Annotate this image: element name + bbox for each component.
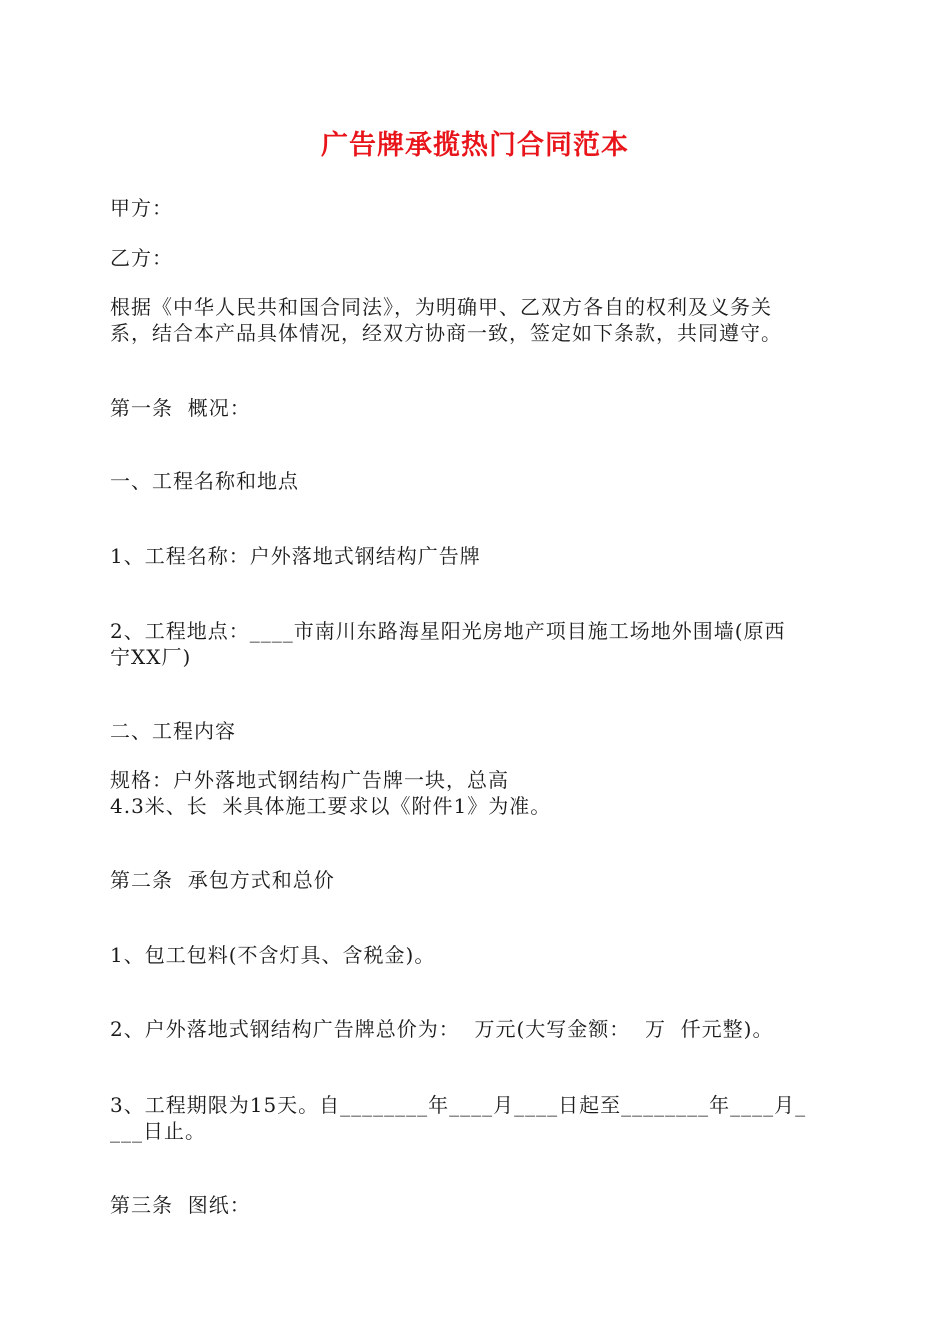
section-2-heading: 二、工程内容 — [110, 719, 236, 743]
section-1-heading: 一、工程名称和地点 — [110, 469, 299, 493]
preamble-line-2: 系，结合本产品具体情况，经双方协商一致，签定如下条款，共同遵守。 — [110, 321, 782, 345]
item-2-3-line-1: 3、工程期限为15天。自________年____月____日起至________年____月_ — [110, 1093, 807, 1117]
party-b-line: 乙方： — [110, 246, 173, 270]
article-3-heading: 第三条 图纸： — [110, 1193, 251, 1217]
article-1-heading: 第一条 概况： — [110, 396, 251, 420]
item-1-2-line-2: 宁XX厂) — [110, 645, 192, 669]
spec-line-1: 规格：户外落地式钢结构广告牌一块，总高 — [110, 768, 509, 792]
item-1-1: 1、工程名称：户外落地式钢结构广告牌 — [110, 544, 481, 568]
item-2-2: 2、户外落地式钢结构广告牌总价为： 万元(大写金额： 万 仟元整)。 — [110, 1017, 774, 1041]
item-1-2-line-1: 2、工程地点：____市南川东路海星阳光房地产项目施工场地外围墙(原西 — [110, 619, 786, 643]
document-title: 广告牌承揽热门合同范本 — [321, 130, 629, 161]
article-2-heading: 第二条 承包方式和总价 — [110, 868, 335, 892]
item-2-1: 1、包工包料(不含灯具、含税金)。 — [110, 943, 436, 967]
spec-line-2: 4.3米、长 米具体施工要求以《附件1》为准。 — [110, 794, 552, 818]
party-a-line: 甲方： — [110, 196, 173, 220]
preamble-line-1: 根据《中华人民共和国合同法》，为明确甲、乙双方各自的权利及义务关 — [110, 295, 772, 319]
item-2-3-line-2: ___日止。 — [110, 1119, 206, 1143]
